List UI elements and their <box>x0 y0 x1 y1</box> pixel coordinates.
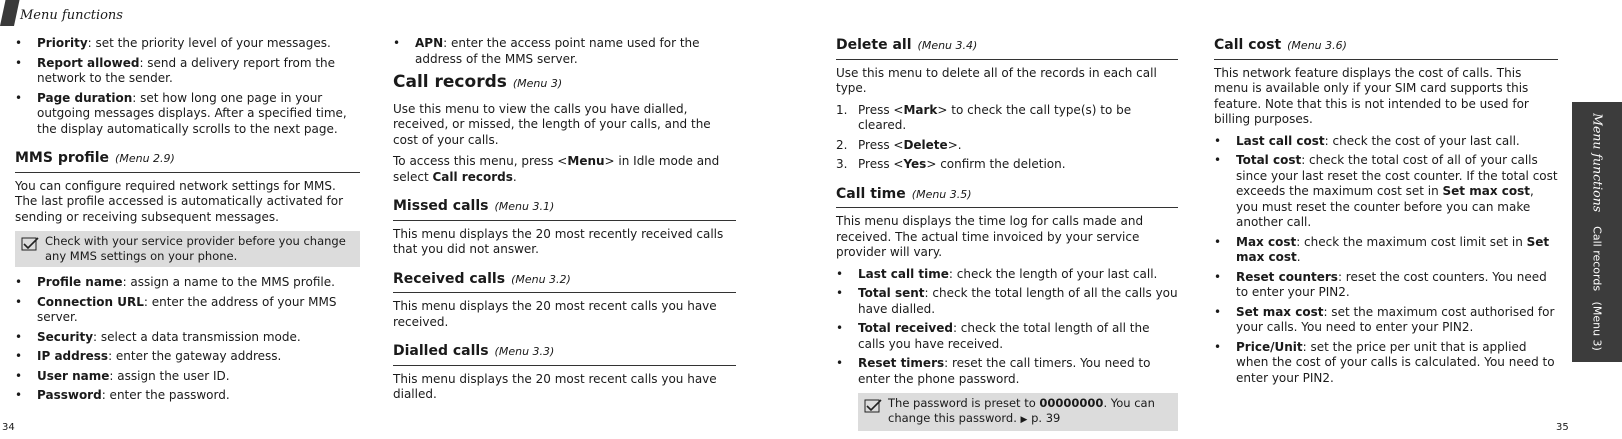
list-item: • Set max cost: set the maximum cost authorised for your calls. You need to enter your PIN2. <box>1214 305 1558 336</box>
received-calls-body: This menu displays the 20 most recent calls you have received. <box>393 299 717 329</box>
page-number-right: 35 <box>1556 422 1569 433</box>
list-item: • Report allowed: send a delivery report from the network to the sender. <box>15 56 360 87</box>
list-item: • IP address: enter the gateway address. <box>15 349 360 365</box>
list-item: • Total cost: check the total cost of all of your calls since your last reset the cost counter. If the total cost exceeds the maximum cost set in Set max cost, you must reset the counter before you can make another call. <box>1214 153 1558 231</box>
list-item: • Reset timers: reset the call timers. You need to enter the phone password. <box>836 356 1178 387</box>
missed-calls-body: This menu displays the 20 most recently received calls that you did not answer. <box>393 226 724 256</box>
list-item: • User name: assign the user ID. <box>15 369 360 385</box>
list-item: • Security: select a data transmission mode. <box>15 330 360 346</box>
left-page-column-1 <box>15 36 360 408</box>
call-time-options-list <box>836 267 1178 388</box>
list-item: • Last call cost: check the cost of your last call. <box>1214 134 1558 150</box>
list-item: • APN: enter the access point name used for the address of the MMS server. <box>393 36 736 67</box>
list-item: • Price/Unit: set the price per unit that is applied when the cost of your calls is calculated. You need to enter your PIN2. <box>1214 340 1558 387</box>
list-item: • Page duration: set how long one page in your outgoing messages displays. After a specified time, the display automatically scrolls to the next page. <box>15 91 360 138</box>
note-box-password: The password is preset to 00000000. You can change this password. ▶ p. 39 <box>858 393 1178 431</box>
section-heading-call-time: Call time (Menu 3.5) <box>836 187 1178 209</box>
section-heading-delete-all: Delete all (Menu 3.4) <box>836 38 1178 60</box>
list-item: • Total received: check the total length of all the calls you have received. <box>836 321 1178 352</box>
list-item: 3. Press <Yes> confirm the deletion. <box>836 157 1066 171</box>
list-item: • Max cost: check the maximum cost limit set in Set max cost. <box>1214 235 1558 266</box>
delete-steps-list <box>836 103 1178 173</box>
message-settings-list <box>15 36 360 137</box>
mms-profile-options-list <box>15 275 360 404</box>
call-records-access: To access this menu, press <Menu> in Idle mode and select Call records. <box>393 154 720 184</box>
section-heading-call-cost: Call cost (Menu 3.6) <box>1214 38 1558 60</box>
section-heading-call-records: Call records (Menu 3) <box>393 72 563 92</box>
page-reference-link[interactable]: p. 39 <box>1031 411 1061 425</box>
checkmark-note-icon <box>21 237 39 251</box>
list-item: • Profile name: assign a name to the MMS profile. <box>15 275 360 291</box>
delete-all-body: Use this menu to delete all of the records in each call type. <box>836 65 1157 95</box>
list-item: • Connection URL: enter the address of your MMS server. <box>15 295 360 326</box>
dialled-calls-body: This menu displays the 20 most recent calls you have dialled. <box>393 371 717 401</box>
apn-list <box>393 36 736 67</box>
section-heading-mms-profile: MMS profile (Menu 2.9) <box>15 151 360 173</box>
header-bar <box>0 0 20 26</box>
list-item: • Last call time: check the length of your last call. <box>836 267 1178 283</box>
section-heading-missed-calls: Missed calls (Menu 3.1) <box>393 199 736 221</box>
list-item: • Total sent: check the total length of all the calls you have dialled. <box>836 286 1178 317</box>
section-heading-received-calls: Received calls (Menu 3.2) <box>393 272 736 294</box>
mms-profile-body: You can configure required network settings for MMS. The last profile accessed is automatically activated for sending or receiving subsequent messages. <box>15 178 344 224</box>
list-item: • Priority: set the priority level of your messages. <box>15 36 360 52</box>
call-cost-options-list <box>1214 134 1558 387</box>
section-heading-dialled-calls: Dialled calls (Menu 3.3) <box>393 344 736 366</box>
left-page-column-2 <box>393 36 736 409</box>
header-title: Menu functions <box>20 8 123 23</box>
call-records-body: Use this menu to view the calls you have dialled, received, or missed, the length of your calls, and the cost of your calls. <box>393 101 711 147</box>
list-item: 2. Press <Delete>. <box>836 137 962 152</box>
list-item: • Password: enter the password. <box>15 388 360 404</box>
list-item: 1. Press <Mark> to check the call type(s) to be cleared. <box>836 102 1132 132</box>
list-item: • Reset counters: reset the cost counters. You need to enter your PIN2. <box>1214 270 1558 301</box>
call-time-body: This menu displays the time log for calls made and received. The actual time invoiced by your service provider will vary. <box>836 214 1144 259</box>
call-cost-body: This network feature displays the cost of calls. This menu is available only if your SIM card supports this feature. Note that this is not intended to be used for billing purposes. <box>1214 65 1529 126</box>
side-tab-label: Menu functionsCall records (Menu 3) <box>1590 113 1606 351</box>
page-number-left: 34 <box>2 422 15 433</box>
side-tab <box>1572 102 1622 362</box>
right-page-column-4 <box>1214 38 1558 390</box>
arrow-right-icon: ▶ <box>1020 415 1028 425</box>
right-page-column-3 <box>836 38 1178 439</box>
note-box: Check with your service provider before you change any MMS settings on your phone. <box>15 231 360 267</box>
checkmark-note-icon <box>864 399 882 413</box>
